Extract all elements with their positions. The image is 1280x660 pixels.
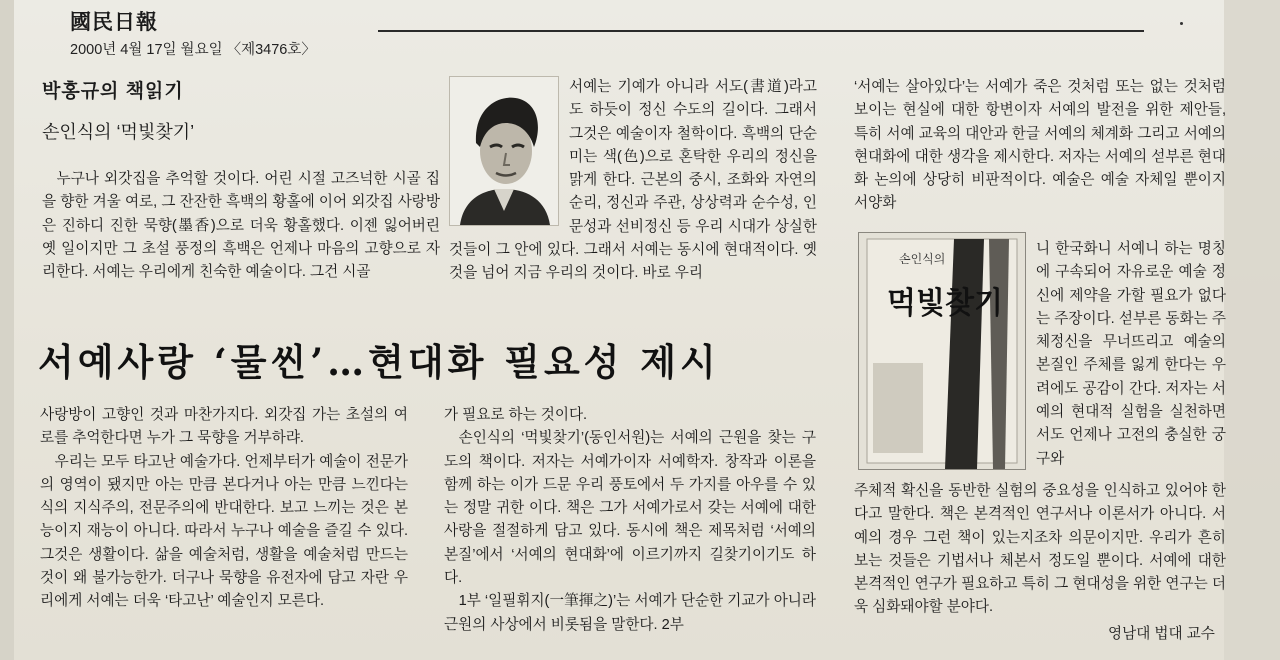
paragraph: 서예는 기예가 아니라 서도(書道)라고도 하듯이 정신 수도의 길이다. 그래서 그것은 예술이자 철학이다. 흑백의 단순미는 색(色)으로 혼탁한 우리의 정신을 맑게 한다. 근본의 중시, 조화와 자연의 순리, 정신과 주관, 상상력과 순수성, 인문성과 선비정신 등 우리 시대가 상실한 것들이 그 안에 있다. 그래서 서예는 동시에 현대적이다. 옛 것을 넘어 지금 우리의 것이다. 바로 우리 (449, 79, 817, 282)
book-cover-image (858, 232, 1026, 470)
col2-bottom-text (444, 404, 816, 637)
column-title: 박홍규의 책읽기 (42, 81, 184, 102)
paragraph: 손인식의 ‘먹빛찾기’(동인서원)는 서예의 근원을 찾는 구도의 책이다. 저자는 서예가이자 서예학자. 창작과 이론을 함께 하는 이가 드문 우리 풍토에서 두 가지를 아우를 수 있는 정말 귀한 이다. 책은 그가 서예가로서 갖는 서예에 대한 사랑을 절절하게 담고 있다. 동시에 책은 제목처럼 ‘서예의 본질’에서 ‘서예의 현대화’에 이르기까지 길찾기이기도 하다. (444, 430, 816, 587)
book-author-label: 손인식의 (899, 252, 946, 266)
col1-bottom-text (40, 404, 408, 614)
paragraph: 주체적 확신을 동반한 실험의 중요성을 인식하고 있어야 한다고 말한다. 책은 본격적인 연구서나 이론서가 아니다. 서예의 경우 그런 책이 있는지조차 의문이지만. 우리가 흔히 보는 것들은 기법서나 체본서 정도일 뿐이다. 서예에 대한 본격적인 연구가 필요하고 특히 그 현대성을 위한 연구는 더욱 심화돼야할 분야다. (854, 483, 1226, 616)
paragraph: ‘서예는 살아있다’는 서예가 죽은 것처럼 또는 없는 것처럼 보이는 현실에 대한 항변이자 서예의 발전을 위한 제안들, 특히 서예 교육의 대안과 한글 서예의 체계화 그리고 서예의 현대화에 대한 생각을 제시한다. 저자는 서예의 섣부른 현대화 논의에 상당히 비판적이다. 예술은 예술 자체일 뿐이지 서양화 (854, 79, 1226, 212)
column-subtitle: 손인식의 ‘먹빛찾기’ (42, 122, 195, 142)
corner-dot (1180, 22, 1183, 25)
paragraph: 1부 ‘일필휘지(一筆揮之)’는 서예가 단순한 기교가 아니라 근원의 사상에서 비롯됨을 말한다. 2부 (444, 593, 816, 633)
col3-side-text (1036, 238, 1226, 471)
photo-wrap-spacer (449, 76, 569, 226)
col1-top-text (42, 168, 440, 284)
col3-top-text (854, 76, 1226, 216)
paragraph: 니 한국화니 서예니 하는 명칭에 구속되어 자유로운 예술 정신에 제약을 가할 필요가 없다는 주장이다. 섣부른 동화는 주체정신을 무너뜨리고 예술의 본질인 주체를 잃게 한다는 우려에도 공감이 간다. 저자는 서예의 현대적 실험을 실천하면서도 언제나 고전의 충실한 궁구와 (1036, 241, 1226, 467)
byline: 영남대 법대 교수 (1108, 626, 1215, 642)
top-rule (378, 30, 1144, 32)
col2-top-text (449, 76, 817, 312)
masthead (70, 6, 316, 59)
book-cover-illustration (859, 233, 1025, 469)
page-edge-left (0, 0, 14, 660)
book-title-label: 먹빛찾기 (887, 286, 1003, 321)
page-edge-right (1224, 0, 1280, 660)
paragraph: 우리는 모두 타고난 예술가다. 언제부터가 예술이 전문가의 영역이 됐지만 아는 만큼 본다거나 아는 만큼 느낀다는 식의 지식주의, 전문주의에 반대한다. 보고 느끼는 것은 본능이지 재능이 아니다. 따라서 누구나 예술을 즐길 수 있다. 그것은 생활이다. 삶을 예술처럼, 생활을 예술처럼 만드는 것이 왜 불가능한가. 더구나 묵향을 유전자에 담고 자란 우리에게 서예는 더욱 ‘타고난’ 예술인지 모른다. (40, 453, 408, 610)
paragraph: 누구나 외갓집을 추억할 것이다. 어린 시절 고즈넉한 시골 집을 향한 겨울 여로, 그 잔잔한 흑백의 황홀에 이어 외갓집 사랑방은 진하디 진한 묵향(墨香)으로 더욱 황홀했다. 이젠 잃어버린 옛 일이지만 그 초설 풍정의 흑백은 언제나 마음의 고향으로 자리한다. 서예는 우리에게 친숙한 예술이다. 그건 시골 (42, 171, 440, 281)
paragraph: 사랑방이 고향인 것과 마찬가지다. 외갓집 가는 초설의 여로를 추억한다면 누가 그 묵향을 거부하랴. (40, 407, 408, 447)
headline: 서예사랑 ‘물씬’…현대화 필요성 제시 (38, 340, 720, 384)
col3-bottom-text (854, 480, 1226, 620)
paper-name: 國民日報 (70, 9, 158, 34)
paragraph: 가 필요로 하는 것이다. (444, 407, 588, 423)
issue-date: 2000년 4월 17일 월요일 〈제3476호〉 (70, 42, 316, 58)
